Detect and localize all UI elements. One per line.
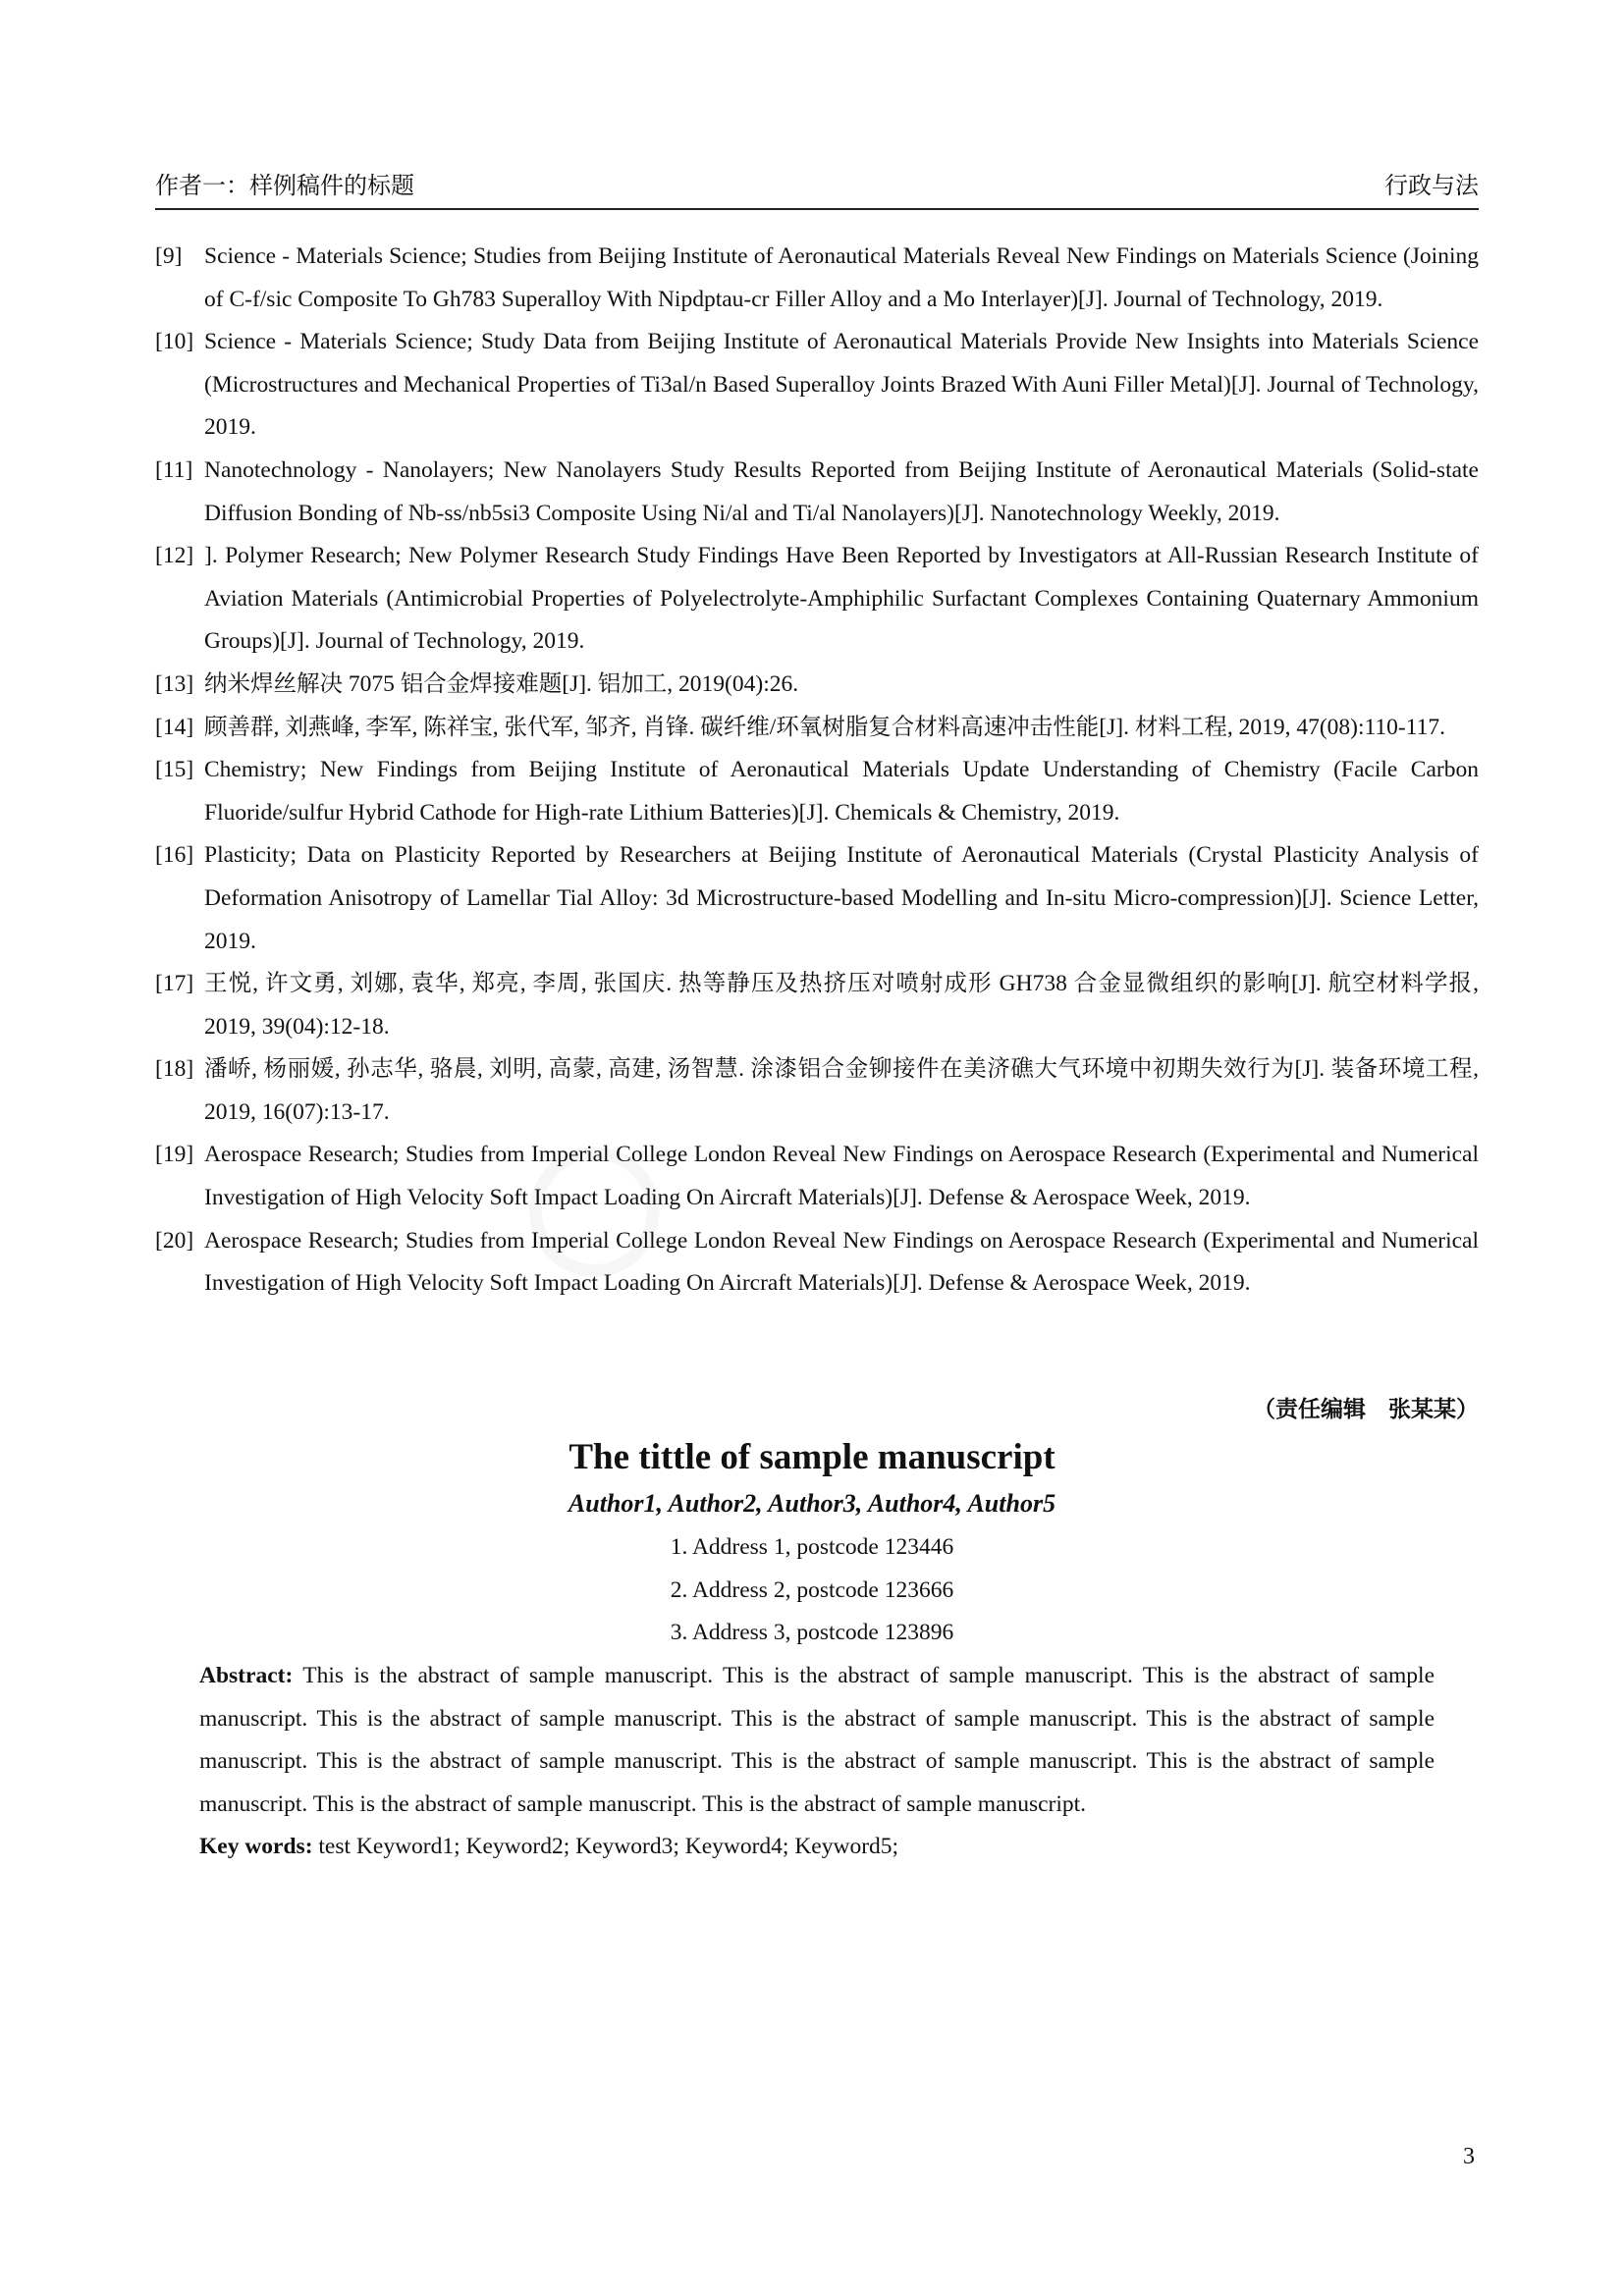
reference-item [155,1134,1479,1219]
keywords-text: test Keyword1; Keyword2; Keyword3; Keyword4; Keyword5; [312,1834,899,1859]
reference-text: Science - Materials Science; Studies from Beijing Institute of Aeronautical Materials Reveal New Findings on Materials Science (Joining of C-f/sic Composite To Gh783 Superalloy With Nipdptau-cr Filler Alloy and a Mo Interlayer)[J]. Journal of Technology, 2019. [204,243,1479,312]
reference-item [155,664,1479,707]
keywords-label: Key words: [199,1834,313,1859]
reference-text: 顾善群, 刘燕峰, 李军, 陈祥宝, 张代军, 邹齐, 肖锋. 碳纤维/环氧树脂复合材料高速冲击性能[J]. 材料工程, 2019, 47(08):110-117. [204,714,1445,740]
reference-number: [12] [155,543,194,569]
author-addresses [0,1526,1624,1655]
reference-item [155,321,1479,450]
reference-item [155,707,1479,750]
reference-item [155,1220,1479,1306]
responsible-editor-note: （责任编辑 张某某） [1253,1397,1479,1422]
reference-text: Chemistry; New Findings from Beijing Institute of Aeronautical Materials Update Understanding of Chemistry (Facile Carbon Fluoride/sulfur Hybrid Cathode for High-rate Lithium Batteries)[J]. Chemicals & Chemistry, 2019. [204,757,1479,826]
reference-text: 潘峤, 杨丽媛, 孙志华, 骆晨, 刘明, 高蒙, 高建, 汤智慧. 涂漆铝合金铆接件在美济礁大气环境中初期失效行为[J]. 装备环境工程, 2019, 16(07):13-17. [204,1056,1479,1125]
reference-number: [18] [155,1056,194,1083]
reference-item [155,535,1479,664]
english-title: The tittle of sample manuscript [568,1437,1056,1477]
english-abstract [199,1655,1435,1826]
reference-text: Aerospace Research; Studies from Imperial College London Reveal New Findings on Aerospace Research (Experimental and Numerical Investigation of High Velocity Soft Impact Loading On Aircraft Materials)[J]. Defense & Aerospace Week, 2019. [204,1227,1479,1297]
reference-item [155,963,1479,1048]
reference-text: 王悦, 许文勇, 刘娜, 袁华, 郑亮, 李周, 张国庆. 热等静压及热挤压对喷射成形 GH738 合金显微组织的影响[J]. 航空材料学报, 2019, 39(04):12-18. [204,971,1479,1040]
reference-number: [13] [155,670,194,697]
reference-item [155,1048,1479,1134]
reference-item [155,236,1479,321]
reference-item [155,834,1479,963]
reference-text: Aerospace Research; Studies from Imperial College London Reveal New Findings on Aerospace Research (Experimental and Numerical Investigation of High Velocity Soft Impact Loading On Aircraft Materials)[J]. Defense & Aerospace Week, 2019. [204,1142,1479,1211]
reference-number: [20] [155,1227,194,1254]
address-line: 3. Address 3, postcode 123896 [670,1620,954,1646]
reference-text: ]. Polymer Research; New Polymer Research Study Findings Have Been Reported by Investigators at All-Russian Research Institute of Aviation Materials (Antimicrobial Properties of Polyelectrolyte-Amphiphilic Surfactant Complexes Containing Quaternary Ammonium Groups)[J]. Journal of Technology, 2019. [204,543,1479,655]
reference-text: Plasticity; Data on Plasticity Reported by Researchers at Beijing Institute of Aeronautical Materials (Crystal Plasticity Analysis of Deformation Anisotropy of Lamellar Tial Alloy: 3d Microstructure-based Modelling and In-situ Micro-compression)[J]. Science Letter, 2019. [204,842,1479,954]
english-authors: Author1, Author2, Author3, Author4, Author5 [568,1489,1056,1518]
reference-number: [10] [155,329,194,355]
english-keywords [199,1826,1435,1869]
reference-item [155,450,1479,535]
abstract-label: Abstract: [199,1663,294,1688]
reference-number: [17] [155,971,194,997]
reference-list [155,236,1479,1306]
header-title: 作者一：样例稿件的标题 [155,172,414,199]
reference-number: [15] [155,757,194,783]
reference-text: Science - Materials Science; Study Data from Beijing Institute of Aeronautical Materials Provide New Insights into Materials Science (Microstructures and Mechanical Properties of Ti3al/n Based Superalloy Joints Brazed With Auni Filler Metal)[J]. Journal of Technology, 2019. [204,329,1479,441]
header-journal-section: 行政与法 [1384,172,1479,199]
address-line: 1. Address 1, postcode 123446 [670,1534,954,1560]
reference-number: [14] [155,714,194,740]
reference-number: [19] [155,1142,194,1168]
page-number: 3 [1463,2144,1475,2169]
reference-text: Nanotechnology - Nanolayers; New Nanolayers Study Results Reported from Beijing Institute of Aeronautical Materials (Solid-state Diffusion Bonding of Nb-ss/nb5si3 Composite Using Ni/al and Ti/al Nanolayers)[J]. Nanotechnology Weekly, 2019. [204,456,1479,526]
reference-text: 纳米焊丝解决 7075 铝合金焊接难题[J]. 铝加工, 2019(04):26. [204,670,799,697]
reference-item [155,749,1479,834]
abstract-text: This is the abstract of sample manuscript. This is the abstract of sample manuscript. This is the abstract of sample manuscript. This is the abstract of sample manuscript. This is the abstract of sample manuscript. This is the abstract of sample manuscript. This is the abstract of sample manuscript. This is the abstract of sample manuscript. This is the abstract of sample manuscript. This is the abstract of sample manuscript. This is the abstract of sample manuscript. [199,1663,1435,1817]
reference-number: [11] [155,456,193,483]
reference-number: [16] [155,842,194,869]
running-header [155,171,1479,210]
reference-number: [9] [155,243,183,269]
address-line: 2. Address 2, postcode 123666 [670,1576,954,1603]
